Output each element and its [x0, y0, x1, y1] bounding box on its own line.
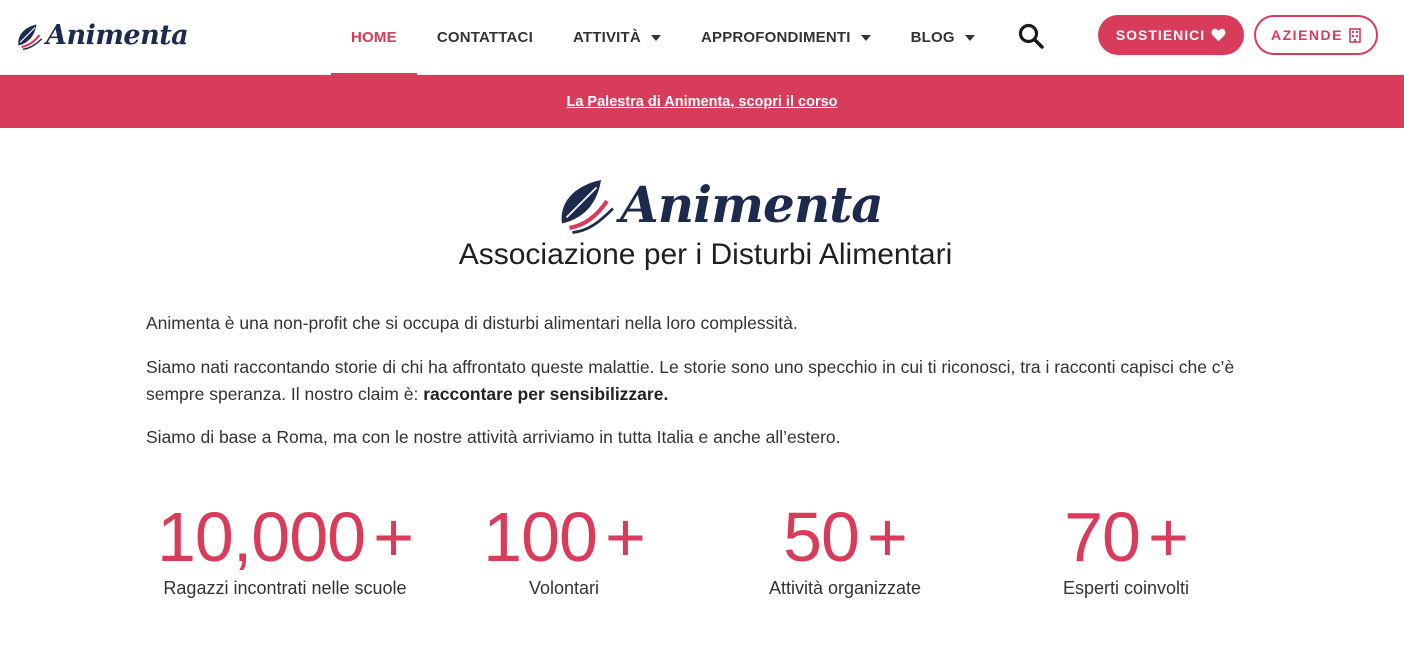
- leaf-logo-icon: [14, 20, 44, 50]
- hero-logo-wordmark: Animenta: [620, 174, 883, 234]
- chevron-down-icon: [861, 35, 871, 41]
- intro-paragraph: [146, 354, 1256, 408]
- promo-course-link[interactable]: La Palestra di Animenta, scopri il corso: [566, 93, 838, 110]
- site-logo[interactable]: [14, 18, 188, 52]
- nav-approfondimenti-label: APPROFONDIMENTI: [700, 29, 851, 46]
- stat-suffix: +: [373, 498, 413, 576]
- promo-banner: [0, 75, 1404, 128]
- nav-home-label: HOME: [351, 29, 397, 46]
- stat-number: 50: [783, 498, 859, 576]
- nav-contattaci[interactable]: [417, 0, 553, 75]
- aziende-label: AZIENDE: [1271, 27, 1343, 43]
- stat-number: 10,000: [157, 498, 366, 576]
- stat-volontari: [414, 498, 714, 599]
- nav-home[interactable]: [331, 0, 417, 75]
- stat-label: Volontari: [528, 578, 600, 598]
- intro-paragraph: Siamo di base a Roma, ma con le nostre attività arriviamo in tutta Italia e anche all’estero.: [146, 427, 841, 447]
- stat-esperti: [976, 498, 1276, 599]
- intro-paragraph: Animenta è una non-profit che si occupa di disturbi alimentari nella loro complessità.: [146, 313, 798, 333]
- page-title: Associazione per i Disturbi Alimentari: [458, 238, 953, 271]
- stat-value: [414, 498, 714, 576]
- stat-value: [695, 498, 995, 576]
- chevron-down-icon: [965, 35, 975, 41]
- heart-icon: [1211, 28, 1226, 42]
- nav-approfondimenti[interactable]: [681, 0, 891, 75]
- nav-blog-label: BLOG: [910, 29, 955, 46]
- stat-value: [976, 498, 1276, 576]
- sostienici-button[interactable]: [1098, 15, 1244, 55]
- nav-attivita[interactable]: [553, 0, 681, 75]
- stat-label: Attività organizzate: [768, 578, 922, 598]
- stat-number: 70: [1064, 498, 1140, 576]
- search-button[interactable]: [1017, 22, 1047, 52]
- logo-wordmark: Animenta: [46, 19, 189, 51]
- building-icon: [1349, 28, 1361, 43]
- site-header: [0, 0, 1404, 75]
- nav-contattaci-label: CONTATTACI: [436, 29, 533, 46]
- nav-blog[interactable]: [891, 0, 995, 75]
- aziende-button[interactable]: [1254, 15, 1378, 55]
- hero-logo: [556, 170, 883, 238]
- stat-attivita: [695, 498, 995, 599]
- stat-ragazzi: [135, 498, 435, 599]
- stat-suffix: +: [866, 498, 907, 576]
- intro-paragraph-text: Siamo nati raccontando storie di chi ha affrontato queste malattie. Le storie sono uno specchio in cui ti riconosci, tra i racconti capisci che c’è sempre speranza. Il nostro claim è:: [146, 357, 1235, 404]
- stat-label: Ragazzi incontrati nelle scuole: [163, 578, 407, 598]
- chevron-down-icon: [651, 35, 661, 41]
- stat-suffix: +: [1147, 498, 1188, 576]
- leaf-logo-icon: [556, 173, 616, 235]
- stat-label: Esperti coinvolti: [1062, 578, 1190, 598]
- main-nav: [331, 0, 995, 75]
- claim-text: raccontare per sensibilizzare.: [423, 384, 669, 404]
- search-icon: [1017, 22, 1045, 50]
- stat-suffix: +: [604, 498, 645, 576]
- stat-number: 100: [483, 498, 597, 576]
- stat-value: [135, 498, 435, 576]
- sostienici-label: SOSTIENICI: [1115, 27, 1206, 43]
- intro-text: [146, 310, 1256, 467]
- nav-attivita-label: ATTIVITÀ: [572, 29, 641, 46]
